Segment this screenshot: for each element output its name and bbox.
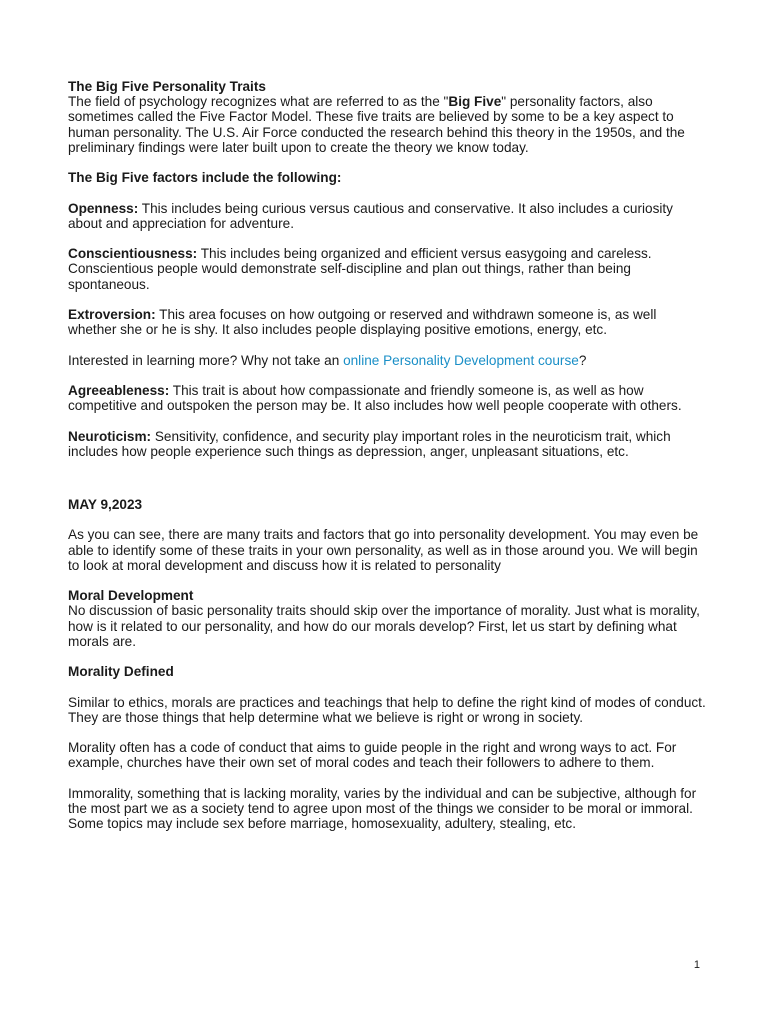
trait-neuroticism-text: Sensitivity, confidence, and security play important roles in the neuroticism trait, which includes how people experience such things as depression, anger, unpleasant situations, etc. — [68, 428, 671, 459]
promo-line — [68, 353, 708, 368]
morality-defined-p2: Morality often has a code of conduct that aims to guide people in the right and wrong ways to act. For example, churches have their own set of moral codes and teach their followers to adhere to them. — [68, 740, 677, 771]
moral-development-heading: Moral Development — [68, 588, 194, 604]
date-heading: MAY 9,2023 — [68, 496, 143, 512]
trait-openness — [68, 201, 708, 231]
morality-defined-heading: Morality Defined — [68, 664, 174, 680]
trait-extroversion-text: This area focuses on how outgoing or reserved and withdrawn someone is, as well whether she or he is shy. It also includes people displaying positive emotions, energy, etc. — [68, 306, 657, 338]
intro-heading: The Big Five Personality Traits — [68, 79, 266, 94]
trait-neuroticism-label: Neuroticism: — [68, 428, 152, 444]
trait-extroversion — [68, 307, 708, 337]
trait-conscientiousness-text: This includes being organized and efficient versus easygoing and careless. Conscientious people would demonstrate self-discipline and plan out things, rather than being spontaneous. — [68, 246, 652, 292]
trait-conscientiousness — [68, 246, 708, 292]
trait-agreeableness — [68, 383, 708, 413]
intro-text-end: " personality factors, also sometimes called the Five Factor Model. These five traits are believed by some to be a key aspect to human personality. The U.S. Air Force conducted the research behind this theory in the 1950s, and the preliminary findings were later built upon to create the theory we know today. — [68, 94, 685, 155]
trait-conscientiousness-label: Conscientiousness: — [68, 246, 198, 262]
moral-development-section — [68, 588, 708, 649]
trait-agreeableness-label: Agreeableness: — [68, 382, 170, 398]
trait-extroversion-label: Extroversion: — [68, 306, 156, 322]
intro-text-start: The field of psychology recognizes what are referred to as the " — [68, 94, 449, 110]
trait-openness-label: Openness: — [68, 200, 139, 216]
course-link[interactable]: online Personality Development course — [343, 352, 579, 368]
document-page — [68, 79, 708, 831]
big-five-term: Big Five — [448, 94, 502, 110]
factors-heading: The Big Five factors include the following: — [68, 170, 342, 186]
morality-defined-p3: Immorality, something that is lacking morality, varies by the individual and can be subjective, although for the most part we as a society tend to agree upon most of the things we consider to be moral or immoral. Some topics may include sex before marriage, homosexuality, adultery, stealing, etc. — [68, 785, 697, 832]
moral-development-text: No discussion of basic personality traits should skip over the importance of morality. Just what is morality, how is it related to our personality, and how do our morals develop? First, let us start by defining what morals are. — [68, 603, 700, 649]
morality-defined-p1: Similar to ethics, morals are practices and teachings that help to define the right kind of modes of conduct. They are those things that help determine what we believe is right or wrong in society. — [68, 694, 706, 725]
trait-agreeableness-text: This trait is about how compassionate and friendly someone is, as well as how competitive and outspoken the person may be. It also includes how well people cooperate with others. — [68, 382, 682, 414]
page-number: 1 — [693, 959, 700, 971]
closing-paragraph: As you can see, there are many traits and factors that go into personality development. You may even be able to identify some of these traits in your own personality, as well as in those around you. We will begin to look at moral development and discuss how it is related to personality — [68, 527, 699, 573]
promo-after: ? — [578, 352, 587, 368]
trait-neuroticism — [68, 429, 708, 459]
trait-openness-text: This includes being curious versus cautious and conservative. It also includes a curiosity about and appreciation for adventure. — [68, 200, 673, 231]
intro-paragraph — [68, 79, 708, 155]
promo-before: Interested in learning more? Why not take an — [68, 352, 344, 368]
